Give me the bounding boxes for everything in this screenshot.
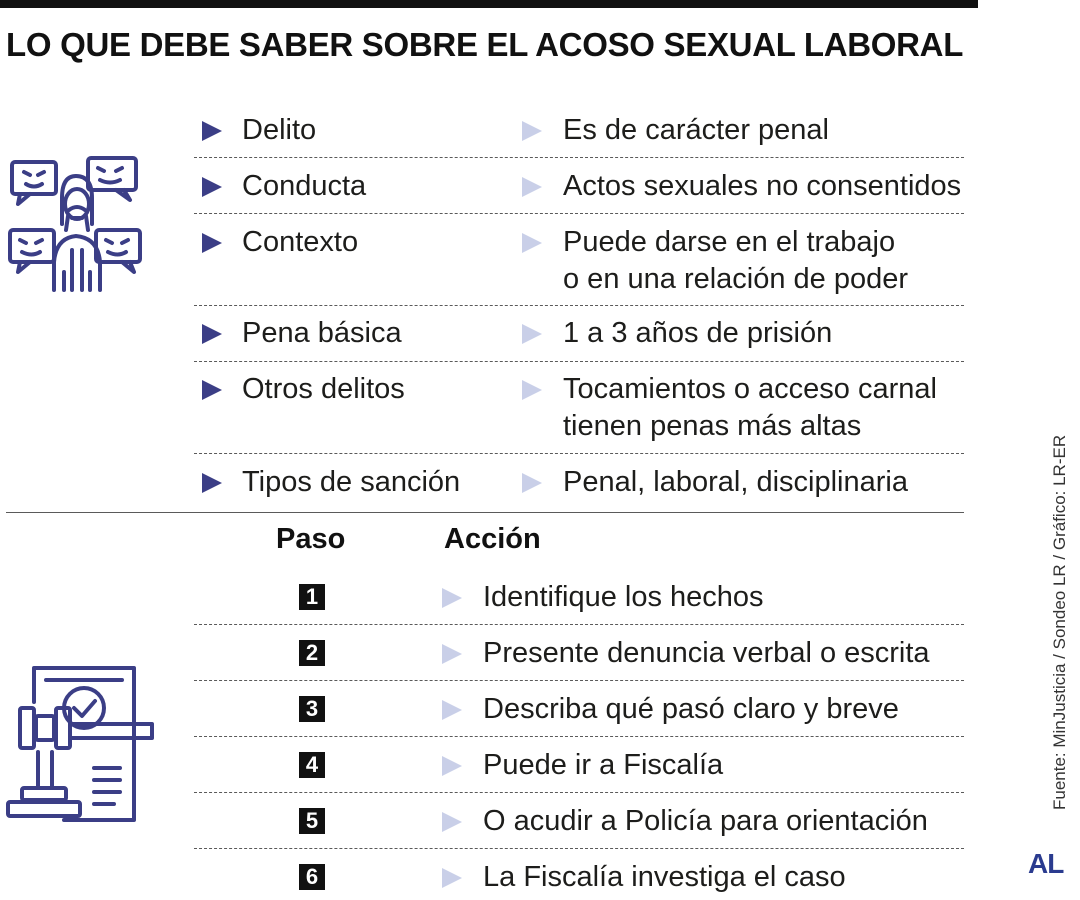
step-action: O acudir a Policía para orientación bbox=[483, 805, 928, 837]
fact-label: Delito bbox=[242, 114, 317, 146]
fact-value: Tocamientos o acceso carnal bbox=[563, 373, 937, 405]
step-number-badge: 5 bbox=[299, 808, 325, 834]
step-action: Puede ir a Fiscalía bbox=[483, 749, 724, 781]
fact-value: Actos sexuales no consentidos bbox=[563, 170, 962, 202]
fact-value: Penal, laboral, disciplinaria bbox=[563, 466, 908, 498]
divider bbox=[194, 848, 964, 849]
fact-value-line2: o en una relación de poder bbox=[563, 263, 909, 295]
arrow-right-icon bbox=[522, 473, 542, 493]
step-action: Presente denuncia verbal o escrita bbox=[483, 637, 930, 669]
arrow-right-icon bbox=[442, 868, 462, 888]
fact-label: Contexto bbox=[242, 226, 359, 258]
arrow-right-icon bbox=[442, 700, 462, 720]
step-action: La Fiscalía investiga el caso bbox=[483, 861, 846, 893]
step-number-badge: 3 bbox=[299, 696, 325, 722]
fact-label: Tipos de sanción bbox=[242, 466, 461, 498]
fact-value-line2: tienen penas más altas bbox=[563, 410, 862, 442]
step-number-badge: 6 bbox=[299, 864, 325, 890]
step-action: Describa qué pasó claro y breve bbox=[483, 693, 899, 725]
arrow-right-icon bbox=[442, 644, 462, 664]
source-credit: Fuente: MinJusticia / Sondeo LR / Gráfico: LR-ER bbox=[1050, 434, 1069, 810]
step-column-header: Paso bbox=[276, 523, 346, 555]
arrow-right-icon bbox=[522, 177, 542, 197]
fact-value: 1 a 3 años de prisión bbox=[563, 317, 833, 349]
arrow-right-icon bbox=[202, 233, 222, 253]
fact-label: Conducta bbox=[242, 170, 367, 202]
section-divider bbox=[6, 512, 964, 513]
arrow-right-icon bbox=[522, 121, 542, 141]
arrow-right-icon bbox=[202, 380, 222, 400]
step-number-badge: 1 bbox=[299, 584, 325, 610]
fact-label: Pena básica bbox=[242, 317, 402, 349]
fact-value: Es de carácter penal bbox=[563, 114, 829, 146]
arrow-right-icon bbox=[442, 756, 462, 776]
page-title: LO QUE DEBE SABER SOBRE EL ACOSO SEXUAL LABORAL bbox=[6, 26, 964, 63]
arrow-right-icon bbox=[522, 324, 542, 344]
divider bbox=[194, 305, 964, 306]
arrow-right-icon bbox=[202, 473, 222, 493]
step-number-badge: 4 bbox=[299, 752, 325, 778]
brand-logo: AL bbox=[1028, 848, 1064, 879]
fact-value: Puede darse en el trabajo bbox=[563, 226, 896, 258]
action-column-header: Acción bbox=[444, 523, 541, 555]
divider bbox=[194, 736, 964, 737]
divider bbox=[194, 453, 964, 454]
top-rule bbox=[0, 0, 978, 8]
divider bbox=[194, 680, 964, 681]
step-action: Identifique los hechos bbox=[483, 581, 764, 613]
divider bbox=[194, 213, 964, 214]
harassment-icon bbox=[6, 154, 146, 294]
arrow-right-icon bbox=[202, 121, 222, 141]
arrow-right-icon bbox=[202, 324, 222, 344]
arrow-right-icon bbox=[522, 380, 542, 400]
justice-document-icon bbox=[2, 662, 162, 832]
arrow-right-icon bbox=[202, 177, 222, 197]
arrow-right-icon bbox=[522, 233, 542, 253]
divider bbox=[194, 792, 964, 793]
divider bbox=[194, 624, 964, 625]
divider bbox=[194, 157, 964, 158]
arrow-right-icon bbox=[442, 588, 462, 608]
step-number-badge: 2 bbox=[299, 640, 325, 666]
fact-label: Otros delitos bbox=[242, 373, 405, 405]
arrow-right-icon bbox=[442, 812, 462, 832]
divider bbox=[194, 361, 964, 362]
